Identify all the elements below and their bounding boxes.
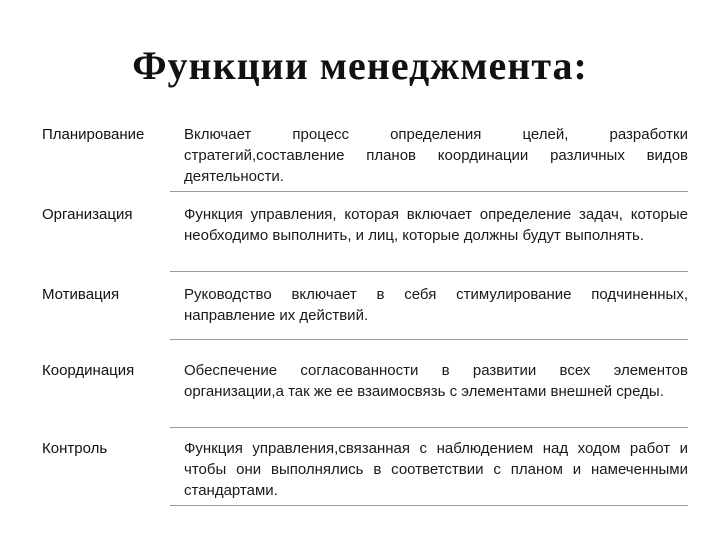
function-term: Мотивация bbox=[42, 286, 120, 303]
function-description: Функция управления,связанная с наблюдением над ходом работ и чтобы они выполнялись в соответствии с планом и намеченными стандартами. bbox=[184, 440, 688, 499]
row-divider bbox=[170, 427, 688, 428]
function-description: Включает процесс определения целей, разработки стратегий,составление планов координации различных видов деятельности. bbox=[184, 126, 688, 185]
function-description: Функция управления, которая включает определение задач, которые необходимо выполнить, и лиц, которые должны будут выполнять. bbox=[184, 206, 688, 244]
function-term: Планирование bbox=[42, 126, 145, 143]
function-term: Координация bbox=[42, 362, 135, 379]
row-divider bbox=[170, 339, 688, 340]
function-term: Контроль bbox=[42, 440, 108, 457]
row-divider bbox=[170, 191, 688, 192]
function-term: Организация bbox=[42, 206, 133, 223]
function-description: Обеспечение согласованности в развитии всех элементов организации,а так же ее взаимосвязь с элементами внешней среды. bbox=[184, 362, 688, 400]
row-divider bbox=[170, 505, 688, 506]
row-divider bbox=[170, 271, 688, 272]
page-title: Функции менеджмента: bbox=[132, 43, 588, 88]
function-description: Руководство включает в себя стимулирование подчиненных, направление их действий. bbox=[184, 286, 688, 324]
